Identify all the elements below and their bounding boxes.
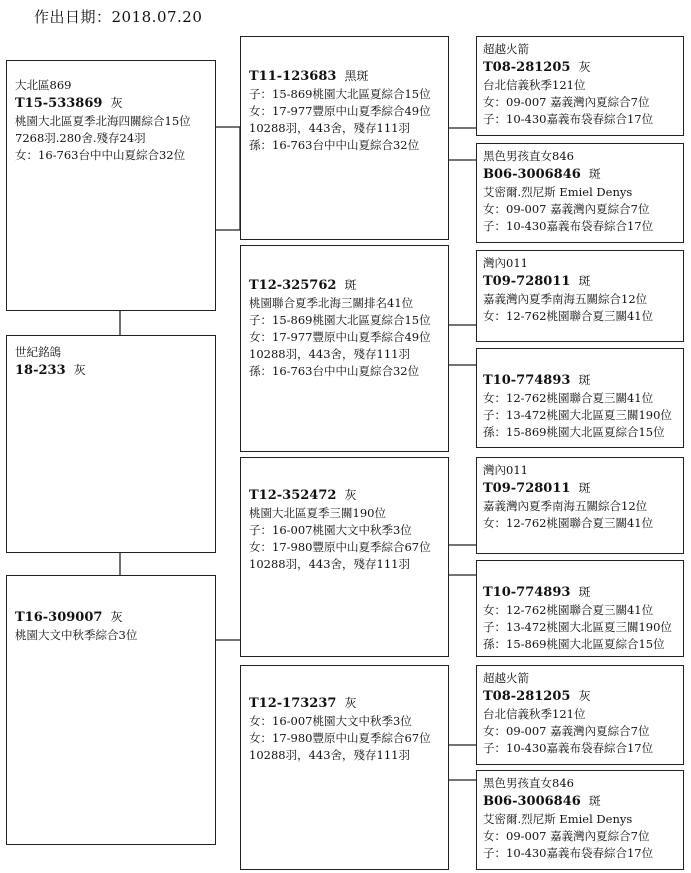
bird-record: 子：10-430嘉義布袋春綜合17位 (483, 219, 654, 233)
bird-ring: T12-173237 灰 (249, 696, 357, 711)
bird-record: 女：17-977豐原中山夏季綜合49位 (249, 330, 431, 344)
bird-record: 10288羽，443舍，殘存111羽 (249, 748, 410, 762)
mss-card (476, 457, 684, 554)
bird-name: 黑色男孩直女846 (483, 149, 574, 163)
mdd-card (476, 770, 684, 870)
date-label: 作出日期：2018.07.20 (34, 8, 203, 26)
dd-card (476, 348, 684, 448)
bird-ring: T16-309007 灰 (15, 610, 123, 625)
bird-record: 子：13-472桃園大北區夏三關190位 (483, 408, 672, 422)
bird-record: 孫：16-763台中中山夏綜合32位 (249, 138, 420, 152)
bird-record: 女：12-762桃園聯合夏三關41位 (483, 309, 654, 323)
bird-name: 灣內011 (483, 256, 528, 270)
bird-record: 子：10-430嘉義布袋春綜合17位 (483, 741, 654, 755)
bird-ring: T09-728011 斑 (483, 274, 591, 289)
bird-record: 桃園大文中秋季綜合3位 (15, 628, 138, 642)
bird-record: 女：16-763台中中山夏綜合32位 (15, 148, 186, 162)
bird-record: 桃園聯合夏季北海三關排名41位 (249, 296, 414, 310)
mate-dam-card (6, 575, 216, 845)
bird-record: 10288羽，443舍，殘存111羽 (249, 347, 410, 361)
bird-record: 子：16-007桃園大文中秋季3位 (249, 523, 412, 537)
bird-name: 黑色男孩直女846 (483, 776, 574, 790)
bird-record: 孫：16-763台中中山夏綜合32位 (249, 364, 420, 378)
bird-name: 超越火箭 (483, 42, 529, 56)
bird-ring: T10-774893 斑 (483, 585, 591, 600)
mate-sire-card (240, 457, 449, 657)
bird-record: 子：13-472桃園大北區夏三關190位 (483, 620, 672, 634)
bird-record: 女：12-762桃園聯合夏三關41位 (483, 391, 654, 405)
bird-record: 台北信義秋季121位 (483, 707, 586, 721)
bird-record: 女：09-007 嘉義灣內夏綜合7位 (483, 202, 650, 216)
bird-ring: T12-325762 斑 (249, 278, 357, 293)
dam-card (240, 245, 449, 452)
bird-record: 嘉義灣內夏季南海五關綜合12位 (483, 292, 648, 306)
bird-record: 艾密爾.烈尼斯 Emiel Denys (483, 185, 633, 199)
bird-ring: B06-3006846 斑 (483, 794, 601, 809)
bird-record: 女：16-007桃園大文中秋季3位 (249, 714, 412, 728)
bird-record: 桃園大北區夏季三關190位 (249, 506, 386, 520)
bird-record: 女：09-007 嘉義灣內夏綜合7位 (483, 724, 650, 738)
bird-record: 孫：15-869桃園大北區夏綜合15位 (483, 425, 665, 439)
bird-record: 嘉義灣內夏季南海五關綜合12位 (483, 499, 648, 513)
bird-ring: T10-774893 斑 (483, 373, 591, 388)
bird-name: 超越火箭 (483, 671, 529, 685)
subject-bird-card (6, 60, 216, 311)
mate-granddam-card (240, 665, 449, 870)
ss-card (476, 36, 684, 136)
bird-record: 女：09-007 嘉義灣內夏綜合7位 (483, 95, 650, 109)
bird-record: 子：10-430嘉義布袋春綜合17位 (483, 846, 654, 860)
bird-record: 艾密爾.烈尼斯 Emiel Denys (483, 812, 633, 826)
bird-record: 7268羽.280舍.殘存24羽 (15, 131, 146, 145)
bird-record: 子：15-869桃園大北區夏綜合15位 (249, 87, 431, 101)
bird-record: 桃園大北區夏季北海四關綜合15位 (15, 114, 191, 128)
bird-record: 女：12-762桃園聯合夏三關41位 (483, 603, 654, 617)
bird-record: 孫：15-869桃園大北區夏綜合15位 (483, 637, 665, 651)
bird-ring: B06-3006846 斑 (483, 167, 601, 182)
bird-ring: T09-728011 斑 (483, 481, 591, 496)
bird-name: 大北區869 (15, 78, 72, 92)
bird-record: 10288羽，443舍，殘存111羽 (249, 557, 410, 571)
mate-bird-card (6, 335, 216, 553)
bird-name: 灣內011 (483, 463, 528, 477)
bird-record: 子：10-430嘉義布袋春綜合17位 (483, 112, 654, 126)
ds-card (476, 250, 684, 342)
sire-card (240, 36, 449, 240)
msd-card (476, 560, 684, 657)
bird-ring: T11-123683 黑斑 (249, 69, 369, 84)
bird-record: 女：17-980豐原中山夏季綜合67位 (249, 731, 431, 745)
bird-record: 女：17-977豐原中山夏季綜合49位 (249, 104, 431, 118)
mds-card (476, 665, 684, 765)
bird-ring: T15-533869 灰 (15, 96, 123, 111)
bird-ring: T12-352472 灰 (249, 488, 357, 503)
sd-card (476, 143, 684, 243)
bird-record: 子：15-869桃園大北區夏綜合15位 (249, 313, 431, 327)
bird-record: 女：17-980豐原中山夏季綜合67位 (249, 540, 431, 554)
bird-record: 女：09-007 嘉義灣內夏綜合7位 (483, 829, 650, 843)
bird-ring: T08-281205 灰 (483, 60, 591, 75)
bird-record: 10288羽，443舍，殘存111羽 (249, 121, 410, 135)
bird-ring: T08-281205 灰 (483, 689, 591, 704)
bird-name: 世紀銘鴿 (15, 345, 61, 359)
bird-ring: 18-233 灰 (15, 363, 86, 378)
bird-record: 女：12-762桃園聯合夏三關41位 (483, 516, 654, 530)
bird-record: 台北信義秋季121位 (483, 78, 586, 92)
